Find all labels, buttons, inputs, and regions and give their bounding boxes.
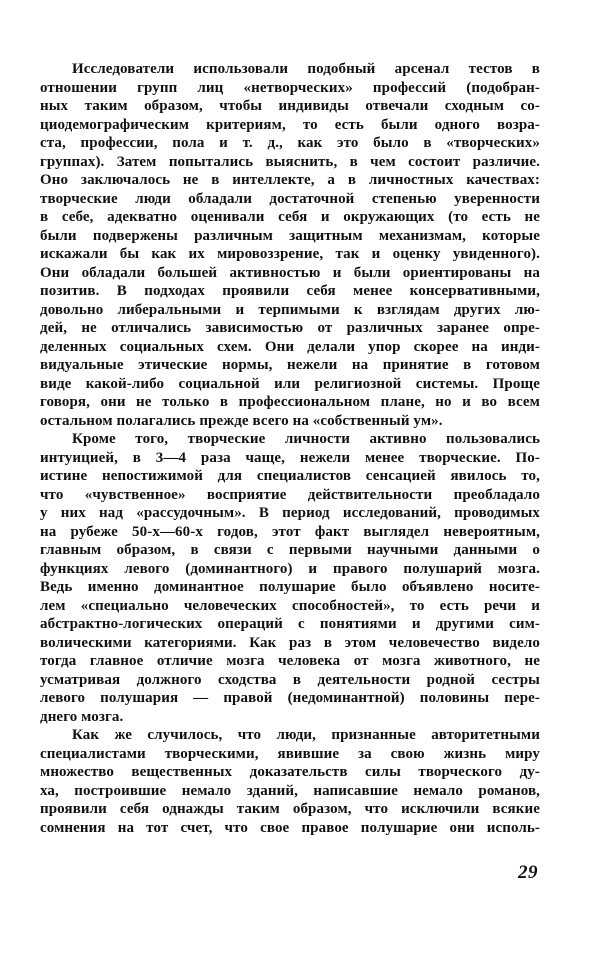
text-line: волическими категориями. Как раз в этом человечество видело: [40, 634, 540, 651]
text-line: интуицией, в 3—4 раза чаще, нежели менее творческие. По-: [40, 449, 540, 466]
text-line: довольно либеральными и терпимыми к взглядам других лю-: [40, 301, 540, 318]
text-line: искажали бы как их мировоззрение, так и оценку увиденного).: [40, 246, 540, 262]
text-line: множество вещественных доказательств силы творческого ду-: [40, 764, 540, 780]
text-line: были подвержены различным защитным механизмам, которые: [40, 227, 540, 244]
text-line: Ведь именно доминантное полушарие было объявлено носите-: [40, 579, 540, 595]
text-line: группах). Затем попытались выяснить, в чем состоит различие.: [40, 153, 540, 170]
text-line: тогда главное отличие мозга человека от мозга животного, не: [40, 653, 540, 669]
text-line: остальном полагались прежде всего на «собственный ум».: [40, 412, 443, 429]
text-line: усматривая должного сходства в деятельности родной сестры: [40, 671, 540, 688]
text-line: у них над «рассудочным». В период исследований, проводимых: [40, 505, 540, 521]
text-line: виде какой-либо социальной или религиозной системы. Проще: [40, 375, 540, 392]
paragraph: [40, 60, 540, 430]
text-line: циодемографическим критериям, то есть были одного возра-: [40, 116, 540, 133]
text-line: Кроме того, творческие личности активно пользовались: [72, 431, 540, 447]
text-line: истине непостижимой для специалистов сенсацией явилось то,: [40, 468, 540, 484]
text-line: видуальные этические нормы, нежели на принятие в готовом: [40, 357, 540, 373]
text-line: что «чувственное» восприятие действительности преобладало: [40, 486, 540, 503]
text-line: ха, построившие немало зданий, написавшие немало романов,: [40, 782, 540, 799]
paragraph: [40, 430, 540, 726]
text-line: ных таким образом, чтобы индивиды отвечали сходным со-: [40, 98, 540, 114]
text-line: левого полушария — правой (недоминантной) половины пере-: [40, 690, 540, 706]
text-line: деленных социальных схем. Они делали упор скорее на инди-: [40, 338, 540, 355]
text-line: говоря, они не только в профессиональном плане, но и во всем: [40, 394, 540, 410]
text-line: сомнения на тот счет, что свое правое полушарие они исполь-: [40, 819, 540, 836]
text-line: Они обладали большей активностью и были ориентированы на: [40, 264, 540, 281]
paragraph: [40, 726, 540, 837]
text-line: в себе, адекватно оценивали себя и окружающих (то есть не: [40, 209, 540, 225]
text-line: проявили себя однажды таким образом, что исключили всякие: [40, 801, 540, 817]
text-line: специалистами творческими, явившие за свою жизнь миру: [40, 745, 540, 762]
text-line: на рубеже 50-х—60-х годов, этот факт выглядел невероятным,: [40, 523, 540, 540]
page-number: 29: [518, 862, 538, 883]
text-line: главным образом, в связи с первыми научными данными о: [40, 542, 540, 558]
text-line: Оно заключалось не в интеллекте, а в личностных качествах:: [40, 172, 540, 188]
text-line: абстрактно-логических операций с понятиями и другими сим-: [40, 616, 540, 632]
text-line: днего мозга.: [40, 708, 124, 725]
text-line: лем «специально человеческих способностей», то есть речи и: [40, 597, 540, 614]
text-line: ста, профессии, пола и т. д., как это было в «творческих»: [40, 135, 540, 151]
text-line: Как же случилось, что люди, признанные авторитетными: [72, 727, 540, 743]
text-line: Исследователи использовали подобный арсенал тестов в: [72, 61, 540, 77]
text-line: позитив. В подходах проявили себя менее консервативными,: [40, 283, 540, 299]
text-line: дей, не отличались зависимостью от различных заранее опре-: [40, 320, 540, 336]
text-block: [40, 60, 540, 837]
text-line: творческие люди обладали достаточной степенью уверенности: [40, 190, 540, 207]
text-line: функциях левого (доминантного) и правого полушарий мозга.: [40, 560, 540, 577]
text-line: отношении групп лиц «нетворческих» профессий (подобран-: [40, 79, 540, 96]
